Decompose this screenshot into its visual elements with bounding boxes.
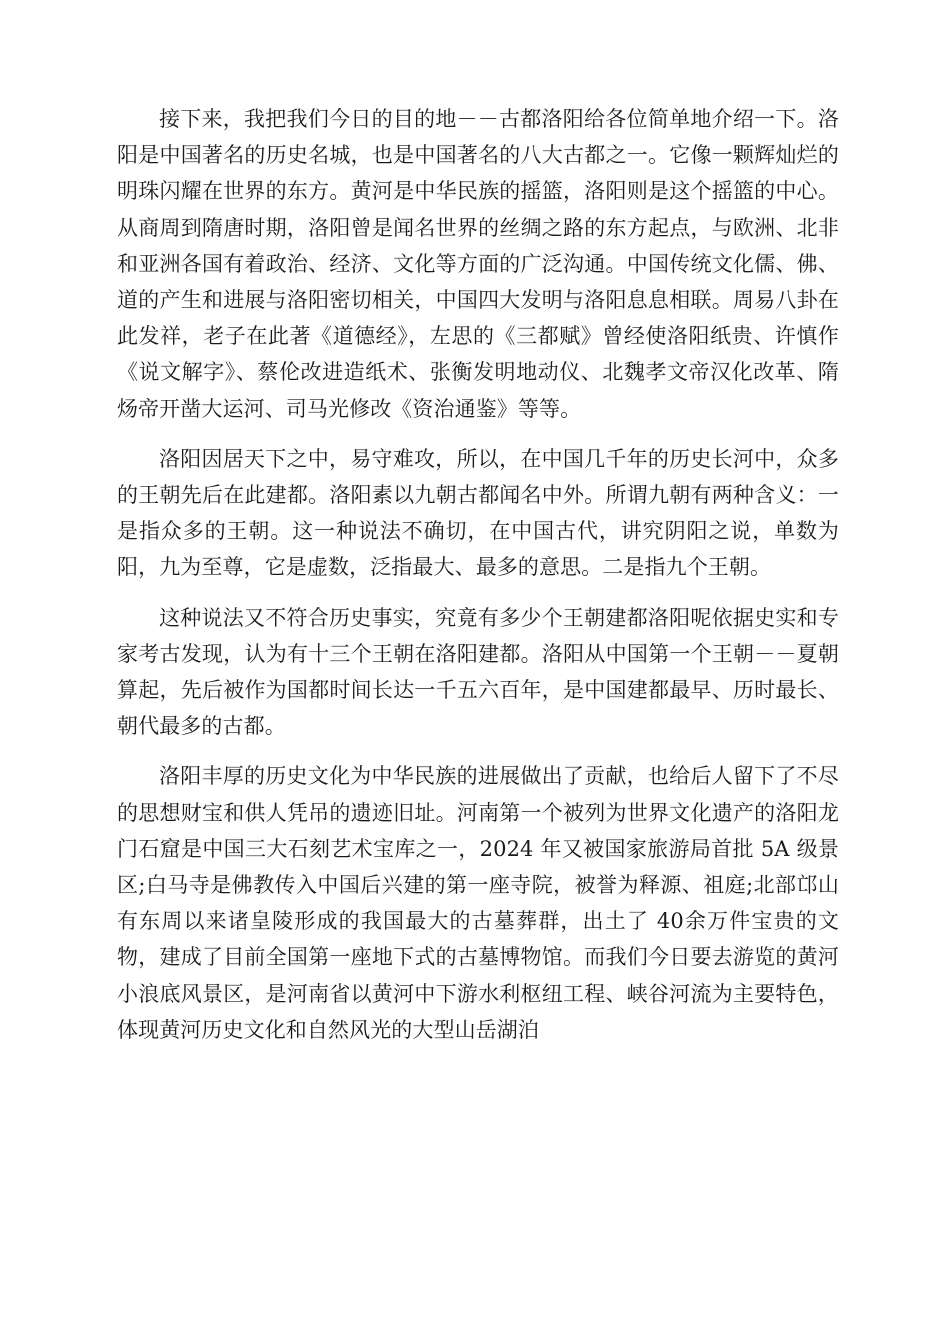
document-body <box>117 101 839 1048</box>
paragraph-nine-dynasties: 洛阳因居天下之中，易守难攻，所以，在中国几千年的历史长河中，众多的王朝先后在此建都。洛阳素以九朝古都闻名中外。所谓九朝有两种含义：一是指众多的王朝。这一种说法不确切，在中国古代，讲究阴阳之说，单数为阳，九为至尊，它是虚数，泛指最大、最多的意思。二是指九个王朝。 <box>117 446 839 580</box>
paragraph-thirteen-dynasties: 这种说法又不符合历史事实，究竟有多少个王朝建都洛阳呢依据史实和专家考古发现，认为有十三个王朝在洛阳建都。洛阳从中国第一个王朝－－夏朝算起，先后被作为国都时间长达一千五六百年，是中国建都最早、历时最长、朝代最多的古都。 <box>117 605 839 739</box>
paragraph-luoyang-intro: 接下来，我把我们今日的目的地－－古都洛阳给各位简单地介绍一下。洛阳是中国著名的历史名城，也是中国著名的八大古都之一。它像一颗辉灿烂的明珠闪耀在世界的东方。黄河是中华民族的摇篮，洛阳则是这个摇篮的中心。从商周到隋唐时期，洛阳曾是闻名世界的丝绸之路的东方起点，与欧洲、北非和亚洲各国有着政治、经济、文化等方面的广泛沟通。中国传统文化儒、佛、道的产生和进展与洛阳密切相关，中国四大发明与洛阳息息相联。周易八卦在此发祥，老子在此著《道德经》，左思的《三都赋》曾经使洛阳纸贵、许慎作《说文解字》、蔡伦改进造纸术、张衡发明地动仪、北魏孝文帝汉化改革、隋炀帝开凿大运河、司马光修改《资治通鉴》等等。 <box>117 107 839 421</box>
paragraph-heritage-sites: 洛阳丰厚的历史文化为中华民族的进展做出了贡献，也给后人留下了不尽的思想财宝和供人凭吊的遗迹旧址。河南第一个被列为世界文化遗产的洛阳龙门石窟是中国三大石刻艺术宝库之一，2024 年又被国家旅游局首批 5A 级景区;白马寺是佛教传入中国后兴建的第一座寺院，被誉为释源、祖庭;北部邙山有东周以来诸皇陵形成的我国最大的古墓葬群，出土了 40余万件宝贵的文物，建成了目前全国第一座地下式的古墓博物馆。而我们今日要去游览的黄河小浪底风景区，是河南省以黄河中下游水利枢纽工程、峡谷河流为主要特色，体现黄河历史文化和自然风光的大型山岳湖泊 <box>117 764 839 1042</box>
